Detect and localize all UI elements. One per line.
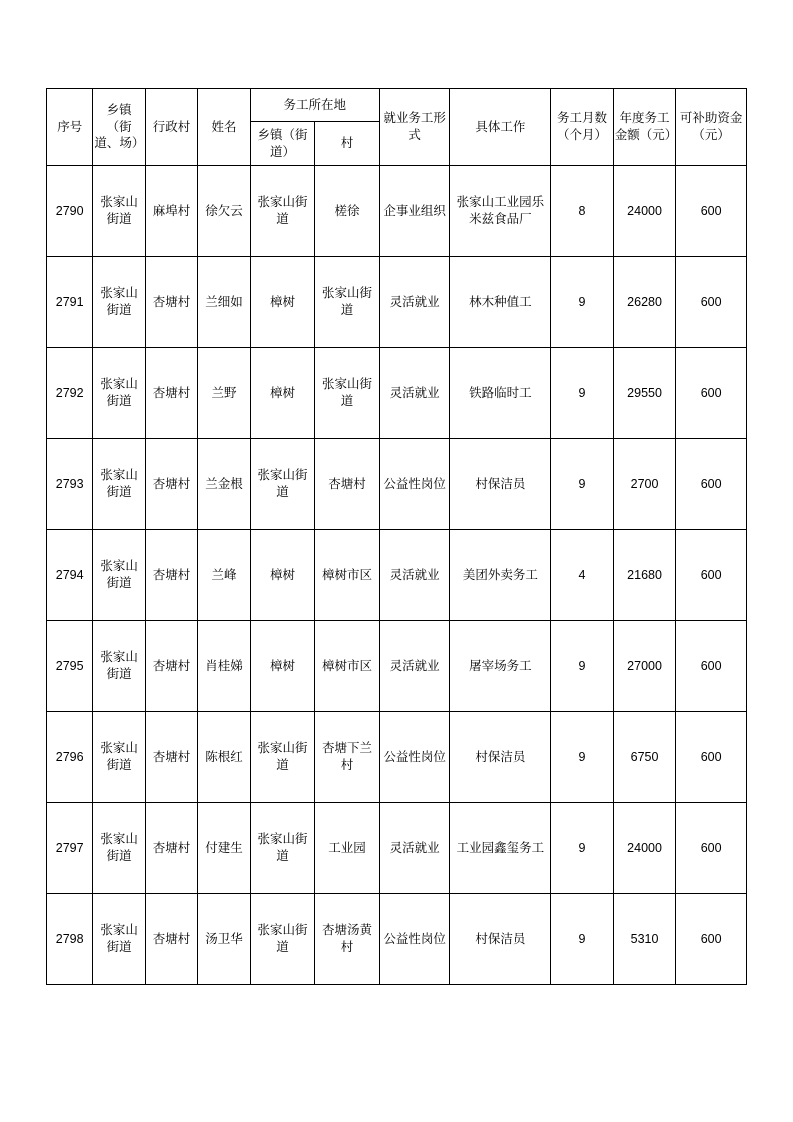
cell-work-village: 杏塘下兰村 xyxy=(315,712,380,803)
cell-name: 肖桂娣 xyxy=(198,621,250,712)
cell-job-detail: 美团外卖务工 xyxy=(450,530,551,621)
cell-annual-amount: 26280 xyxy=(613,257,676,348)
cell-subsidy: 600 xyxy=(676,621,747,712)
table-row xyxy=(47,439,747,530)
cell-months: 9 xyxy=(551,348,614,439)
cell-work-town: 樟树 xyxy=(250,257,315,348)
cell-months: 9 xyxy=(551,257,614,348)
cell-town: 张家山街道 xyxy=(93,257,145,348)
cell-town: 张家山街道 xyxy=(93,439,145,530)
cell-subsidy: 600 xyxy=(676,894,747,985)
cell-work-town: 樟树 xyxy=(250,621,315,712)
table-row xyxy=(47,530,747,621)
cell-name: 兰野 xyxy=(198,348,250,439)
header-work-village: 村 xyxy=(315,122,380,166)
cell-job-detail: 村保洁员 xyxy=(450,439,551,530)
table-header xyxy=(47,89,747,166)
cell-seq: 2793 xyxy=(47,439,93,530)
cell-employment-form: 灵活就业 xyxy=(379,803,450,894)
header-work-place-group: 务工所在地 xyxy=(250,89,379,122)
table-row xyxy=(47,348,747,439)
cell-work-town: 张家山街道 xyxy=(250,166,315,257)
header-subsidy: 可补助资金（元） xyxy=(676,89,747,166)
table-row xyxy=(47,257,747,348)
cell-name: 付建生 xyxy=(198,803,250,894)
cell-work-town: 张家山街道 xyxy=(250,439,315,530)
cell-annual-amount: 29550 xyxy=(613,348,676,439)
cell-village: 杏塘村 xyxy=(145,257,197,348)
cell-months: 8 xyxy=(551,166,614,257)
cell-work-town: 张家山街道 xyxy=(250,803,315,894)
cell-village: 杏塘村 xyxy=(145,712,197,803)
header-village: 行政村 xyxy=(145,89,197,166)
cell-employment-form: 灵活就业 xyxy=(379,530,450,621)
cell-name: 兰金根 xyxy=(198,439,250,530)
cell-village: 麻埠村 xyxy=(145,166,197,257)
header-town: 乡镇（街道、场） xyxy=(93,89,145,166)
cell-town: 张家山街道 xyxy=(93,712,145,803)
cell-name: 汤卫华 xyxy=(198,894,250,985)
cell-seq: 2798 xyxy=(47,894,93,985)
cell-months: 9 xyxy=(551,803,614,894)
cell-job-detail: 铁路临时工 xyxy=(450,348,551,439)
cell-work-village: 杏塘村 xyxy=(315,439,380,530)
cell-months: 9 xyxy=(551,894,614,985)
cell-subsidy: 600 xyxy=(676,166,747,257)
cell-annual-amount: 5310 xyxy=(613,894,676,985)
header-seq: 序号 xyxy=(47,89,93,166)
table-row xyxy=(47,621,747,712)
header-annual-amount: 年度务工金额（元） xyxy=(613,89,676,166)
cell-months: 9 xyxy=(551,712,614,803)
cell-employment-form: 灵活就业 xyxy=(379,257,450,348)
cell-seq: 2797 xyxy=(47,803,93,894)
cell-subsidy: 600 xyxy=(676,348,747,439)
cell-job-detail: 屠宰场务工 xyxy=(450,621,551,712)
cell-work-village: 槎徐 xyxy=(315,166,380,257)
cell-seq: 2790 xyxy=(47,166,93,257)
header-name: 姓名 xyxy=(198,89,250,166)
cell-village: 杏塘村 xyxy=(145,803,197,894)
cell-name: 兰细如 xyxy=(198,257,250,348)
cell-annual-amount: 2700 xyxy=(613,439,676,530)
cell-town: 张家山街道 xyxy=(93,621,145,712)
cell-employment-form: 灵活就业 xyxy=(379,348,450,439)
cell-employment-form: 灵活就业 xyxy=(379,621,450,712)
cell-work-village: 张家山街道 xyxy=(315,348,380,439)
cell-work-village: 工业园 xyxy=(315,803,380,894)
cell-job-detail: 工业园鑫玺务工 xyxy=(450,803,551,894)
cell-work-village: 樟树市区 xyxy=(315,621,380,712)
cell-work-town: 樟树 xyxy=(250,348,315,439)
cell-town: 张家山街道 xyxy=(93,530,145,621)
cell-work-village: 张家山街道 xyxy=(315,257,380,348)
cell-work-town: 樟树 xyxy=(250,530,315,621)
cell-annual-amount: 6750 xyxy=(613,712,676,803)
cell-town: 张家山街道 xyxy=(93,894,145,985)
cell-village: 杏塘村 xyxy=(145,348,197,439)
cell-subsidy: 600 xyxy=(676,257,747,348)
cell-village: 杏塘村 xyxy=(145,621,197,712)
cell-seq: 2791 xyxy=(47,257,93,348)
cell-months: 9 xyxy=(551,439,614,530)
header-work-town: 乡镇（街道） xyxy=(250,122,315,166)
cell-employment-form: 公益性岗位 xyxy=(379,712,450,803)
header-employment-form: 就业务工形式 xyxy=(379,89,450,166)
cell-village: 杏塘村 xyxy=(145,439,197,530)
header-months: 务工月数（个月） xyxy=(551,89,614,166)
cell-work-town: 张家山街道 xyxy=(250,712,315,803)
cell-town: 张家山街道 xyxy=(93,166,145,257)
cell-annual-amount: 27000 xyxy=(613,621,676,712)
cell-seq: 2796 xyxy=(47,712,93,803)
cell-job-detail: 村保洁员 xyxy=(450,712,551,803)
cell-employment-form: 公益性岗位 xyxy=(379,894,450,985)
cell-work-village: 杏塘汤黄村 xyxy=(315,894,380,985)
cell-job-detail: 村保洁员 xyxy=(450,894,551,985)
cell-village: 杏塘村 xyxy=(145,894,197,985)
cell-annual-amount: 21680 xyxy=(613,530,676,621)
cell-seq: 2792 xyxy=(47,348,93,439)
cell-employment-form: 企事业组织 xyxy=(379,166,450,257)
cell-months: 4 xyxy=(551,530,614,621)
cell-job-detail: 张家山工业园乐米兹食品厂 xyxy=(450,166,551,257)
cell-annual-amount: 24000 xyxy=(613,803,676,894)
table-row xyxy=(47,894,747,985)
cell-name: 兰峰 xyxy=(198,530,250,621)
cell-months: 9 xyxy=(551,621,614,712)
cell-work-village: 樟树市区 xyxy=(315,530,380,621)
cell-work-town: 张家山街道 xyxy=(250,894,315,985)
cell-name: 陈根红 xyxy=(198,712,250,803)
cell-village: 杏塘村 xyxy=(145,530,197,621)
table-body xyxy=(47,166,747,985)
cell-subsidy: 600 xyxy=(676,803,747,894)
cell-employment-form: 公益性岗位 xyxy=(379,439,450,530)
table-row xyxy=(47,712,747,803)
table-row xyxy=(47,166,747,257)
cell-town: 张家山街道 xyxy=(93,803,145,894)
cell-seq: 2795 xyxy=(47,621,93,712)
cell-seq: 2794 xyxy=(47,530,93,621)
header-job-detail: 具体工作 xyxy=(450,89,551,166)
cell-town: 张家山街道 xyxy=(93,348,145,439)
cell-job-detail: 林木种值工 xyxy=(450,257,551,348)
cell-subsidy: 600 xyxy=(676,712,747,803)
worker-subsidy-table xyxy=(46,88,747,985)
cell-subsidy: 600 xyxy=(676,530,747,621)
cell-name: 徐欠云 xyxy=(198,166,250,257)
cell-annual-amount: 24000 xyxy=(613,166,676,257)
table-row xyxy=(47,803,747,894)
cell-subsidy: 600 xyxy=(676,439,747,530)
